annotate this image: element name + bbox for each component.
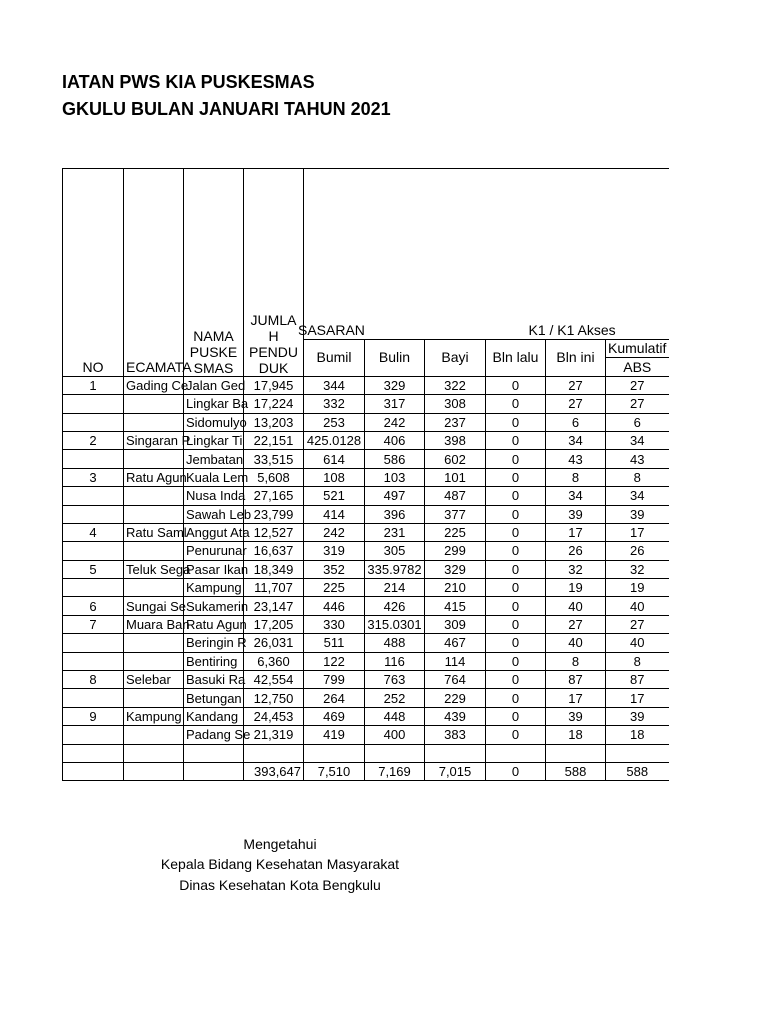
cell-puskesmas: Padang Se	[184, 726, 244, 744]
cell-kumulatif: 17	[606, 523, 669, 541]
cell-puskesmas: Beringin R	[184, 634, 244, 652]
cell-kumulatif: 40	[606, 597, 669, 615]
cell-kecamatan	[124, 634, 184, 652]
cell-jumlah-penduduk: 42,554	[244, 671, 304, 689]
cell-jumlah-penduduk: 16,637	[244, 542, 304, 560]
header-jumlah-penduduk: JUMLA H PENDU DUK	[244, 169, 304, 377]
cell-kumulatif: 39	[606, 707, 669, 725]
cell-kecamatan	[124, 652, 184, 670]
cell-puskesmas: Sukamerin	[184, 597, 244, 615]
cell-kecamatan	[124, 726, 184, 744]
cell-kecamatan: Singaran P	[124, 431, 184, 449]
cell-puskesmas: Bentiring	[184, 652, 244, 670]
cell-puskesmas: Kandang	[184, 707, 244, 725]
cell-bln-lalu: 0	[486, 652, 546, 670]
header-sasaran-fill	[425, 169, 486, 340]
total-kumulatif: 588	[606, 762, 669, 780]
cell-jumlah-penduduk: 6,360	[244, 652, 304, 670]
cell-bulin: 335.9782	[365, 560, 425, 578]
cell-bulin: 497	[365, 487, 425, 505]
cell-kumulatif: 6	[606, 413, 669, 431]
cell-bumil: 319	[304, 542, 365, 560]
cell-bayi: 383	[425, 726, 486, 744]
cell-kecamatan: Ratu Agun	[124, 468, 184, 486]
cell-bln-lalu: 0	[486, 707, 546, 725]
cell-bumil: 521	[304, 487, 365, 505]
cell-no	[63, 395, 124, 413]
report-title-line1: IATAN PWS KIA PUSKESMAS	[62, 72, 315, 92]
table-row	[63, 597, 669, 615]
cell-kumulatif: 34	[606, 487, 669, 505]
cell-bln-lalu: 0	[486, 487, 546, 505]
header-row-main	[63, 169, 669, 340]
cell-jumlah-penduduk: 23,799	[244, 505, 304, 523]
cell-no	[63, 652, 124, 670]
cell-bln-ini: 18	[546, 726, 606, 744]
cell-bumil: 344	[304, 376, 365, 394]
cell-jumlah-penduduk: 27,165	[244, 487, 304, 505]
table-row	[63, 376, 669, 394]
cell-bulin: 426	[365, 597, 425, 615]
total-blank-cell	[184, 762, 244, 780]
cell-puskesmas: Sawah Leb	[184, 505, 244, 523]
cell-kecamatan	[124, 450, 184, 468]
cell-puskesmas	[184, 744, 244, 762]
cell-bln-ini: 17	[546, 523, 606, 541]
cell-bumil: 469	[304, 707, 365, 725]
cell-no	[63, 542, 124, 560]
total-row	[63, 762, 669, 780]
cell-puskesmas: Jalan Ged	[184, 376, 244, 394]
cell-bln-lalu: 0	[486, 579, 546, 597]
total-bayi: 7,015	[425, 762, 486, 780]
total-blank-cell	[63, 762, 124, 780]
cell-bayi: 210	[425, 579, 486, 597]
cell-bulin: 214	[365, 579, 425, 597]
cell-bln-lalu: 0	[486, 450, 546, 468]
cell-no	[63, 505, 124, 523]
table-row	[63, 413, 669, 431]
cell-kecamatan: Gading Ce	[124, 376, 184, 394]
cell-jumlah-penduduk: 12,750	[244, 689, 304, 707]
cell-bumil: 446	[304, 597, 365, 615]
cell-bln-ini: 27	[546, 615, 606, 633]
cell-bln-lalu: 0	[486, 597, 546, 615]
cell-kecamatan	[124, 413, 184, 431]
cell-puskesmas: Penurunar	[184, 542, 244, 560]
cell-no: 9	[63, 707, 124, 725]
cell-bayi: 308	[425, 395, 486, 413]
cell-no	[63, 726, 124, 744]
header-bln-lalu: Bln lalu	[486, 340, 546, 377]
cell-bulin: 400	[365, 726, 425, 744]
cell-bln-lalu: 0	[486, 413, 546, 431]
cell-bln-ini: 8	[546, 468, 606, 486]
cell-kumulatif: 87	[606, 671, 669, 689]
cell-bumil: 352	[304, 560, 365, 578]
table-row	[63, 450, 669, 468]
cell-bayi: 487	[425, 487, 486, 505]
cell-bln-lalu: 0	[486, 560, 546, 578]
cell-no: 2	[63, 431, 124, 449]
cell-kumulatif: 27	[606, 376, 669, 394]
cell-bumil: 225	[304, 579, 365, 597]
cell-no: 6	[63, 597, 124, 615]
cell-no: 1	[63, 376, 124, 394]
cell-bayi: 764	[425, 671, 486, 689]
cell-puskesmas: Lingkar Ti	[184, 431, 244, 449]
cell-kecamatan: Ratu Saml	[124, 523, 184, 541]
cell-bumil: 122	[304, 652, 365, 670]
cell-bulin: 231	[365, 523, 425, 541]
cell-puskesmas: Lingkar Ba	[184, 395, 244, 413]
cell-kecamatan: Kampung	[124, 707, 184, 725]
table-row	[63, 689, 669, 707]
cell-bumil: 614	[304, 450, 365, 468]
cell-no: 3	[63, 468, 124, 486]
cell-bulin: 252	[365, 689, 425, 707]
cell-bayi: 237	[425, 413, 486, 431]
cell-bulin: 315.0301	[365, 615, 425, 633]
cell-bln-lalu: 0	[486, 634, 546, 652]
signature-line2: Kepala Bidang Kesehatan Masyarakat	[160, 856, 400, 872]
cell-bln-lalu: 0	[486, 395, 546, 413]
cell-bayi	[425, 744, 486, 762]
cell-no	[63, 450, 124, 468]
table-row	[63, 579, 669, 597]
cell-bulin: 116	[365, 652, 425, 670]
cell-bln-lalu: 0	[486, 671, 546, 689]
header-kumulatif: Kumulatif	[606, 340, 669, 358]
table-row	[63, 634, 669, 652]
cell-no: 8	[63, 671, 124, 689]
cell-no: 7	[63, 615, 124, 633]
header-bumil: Bumil	[304, 340, 365, 377]
cell-bayi: 114	[425, 652, 486, 670]
table-row	[63, 671, 669, 689]
cell-kecamatan	[124, 579, 184, 597]
table-row	[63, 615, 669, 633]
header-bln-ini: Bln ini	[546, 340, 606, 377]
cell-kumulatif: 8	[606, 468, 669, 486]
cell-bulin: 103	[365, 468, 425, 486]
cell-kumulatif: 34	[606, 431, 669, 449]
cell-bln-ini: 6	[546, 413, 606, 431]
cell-bumil: 108	[304, 468, 365, 486]
cell-jumlah-penduduk: 13,203	[244, 413, 304, 431]
cell-jumlah-penduduk: 17,945	[244, 376, 304, 394]
cell-no	[63, 487, 124, 505]
cell-puskesmas: Nusa Inda	[184, 487, 244, 505]
signature-line1: Mengetahui	[243, 836, 317, 852]
signature-line3: Dinas Kesehatan Kota Bengkulu	[179, 877, 381, 893]
cell-kecamatan: Sungai Se	[124, 597, 184, 615]
cell-puskesmas: Anggut Ata	[184, 523, 244, 541]
table-row	[63, 652, 669, 670]
cell-jumlah-penduduk: 23,147	[244, 597, 304, 615]
cell-bln-ini: 39	[546, 707, 606, 725]
header-k1-akses: K1 / K1 Akses	[486, 169, 669, 340]
cell-kecamatan	[124, 395, 184, 413]
cell-puskesmas: Basuki Ra	[184, 671, 244, 689]
cell-bumil: 264	[304, 689, 365, 707]
table-row	[63, 726, 669, 744]
cell-no	[63, 634, 124, 652]
cell-kecamatan	[124, 744, 184, 762]
cell-bulin: 406	[365, 431, 425, 449]
cell-bln-ini: 27	[546, 395, 606, 413]
cell-jumlah-penduduk: 17,224	[244, 395, 304, 413]
cell-bayi: 322	[425, 376, 486, 394]
total-bln-ini: 588	[546, 762, 606, 780]
cell-bumil: 799	[304, 671, 365, 689]
cell-bumil: 414	[304, 505, 365, 523]
cell-jumlah-penduduk: 17,205	[244, 615, 304, 633]
cell-bayi: 602	[425, 450, 486, 468]
cell-kecamatan: Selebar	[124, 671, 184, 689]
cell-kumulatif: 27	[606, 615, 669, 633]
cell-bulin: 763	[365, 671, 425, 689]
total-bulin: 7,169	[365, 762, 425, 780]
cell-kumulatif: 39	[606, 505, 669, 523]
cell-bumil	[304, 744, 365, 762]
cell-kecamatan	[124, 505, 184, 523]
cell-bumil: 332	[304, 395, 365, 413]
cell-kumulatif: 19	[606, 579, 669, 597]
cell-kecamatan	[124, 542, 184, 560]
table-row	[63, 707, 669, 725]
cell-kumulatif	[606, 744, 669, 762]
header-kecamatan: ECAMATA	[124, 169, 184, 377]
cell-bayi: 415	[425, 597, 486, 615]
header-bulin: Bulin	[365, 340, 425, 377]
cell-puskesmas: Pasar Ikan	[184, 560, 244, 578]
cell-puskesmas: Kampung	[184, 579, 244, 597]
cell-bayi: 229	[425, 689, 486, 707]
header-sasaran-fill	[365, 169, 425, 340]
cell-bln-ini: 27	[546, 376, 606, 394]
total-blank-cell	[124, 762, 184, 780]
cell-bayi: 467	[425, 634, 486, 652]
cell-bumil: 330	[304, 615, 365, 633]
cell-jumlah-penduduk: 24,453	[244, 707, 304, 725]
cell-no	[63, 579, 124, 597]
cell-bulin: 488	[365, 634, 425, 652]
cell-bulin: 329	[365, 376, 425, 394]
cell-jumlah-penduduk	[244, 744, 304, 762]
cell-bulin: 242	[365, 413, 425, 431]
cell-puskesmas: Kuala Lem	[184, 468, 244, 486]
cell-kecamatan	[124, 689, 184, 707]
cell-jumlah-penduduk: 5,608	[244, 468, 304, 486]
cell-bulin: 396	[365, 505, 425, 523]
cell-kecamatan	[124, 487, 184, 505]
cell-bln-ini: 87	[546, 671, 606, 689]
cell-bulin: 448	[365, 707, 425, 725]
cell-bln-ini: 34	[546, 487, 606, 505]
cell-kumulatif: 40	[606, 634, 669, 652]
table-row	[63, 468, 669, 486]
cell-bln-lalu: 0	[486, 542, 546, 560]
cell-bayi: 377	[425, 505, 486, 523]
cell-jumlah-penduduk: 22,151	[244, 431, 304, 449]
cell-jumlah-penduduk: 33,515	[244, 450, 304, 468]
table-row	[63, 395, 669, 413]
cell-puskesmas: Jembatan	[184, 450, 244, 468]
cell-bln-lalu: 0	[486, 726, 546, 744]
cell-bln-ini: 26	[546, 542, 606, 560]
table-row	[63, 487, 669, 505]
cell-jumlah-penduduk: 18,349	[244, 560, 304, 578]
cell-bln-ini: 40	[546, 634, 606, 652]
cell-bln-lalu: 0	[486, 615, 546, 633]
header-sasaran: SASARAN	[304, 169, 365, 340]
cell-bln-ini	[546, 744, 606, 762]
header-nama-puskesmas: NAMA PUSKE SMAS	[184, 169, 244, 377]
cell-kumulatif: 18	[606, 726, 669, 744]
cell-kecamatan: Muara Ban	[124, 615, 184, 633]
table-row	[63, 560, 669, 578]
cell-bayi: 299	[425, 542, 486, 560]
cell-bayi: 225	[425, 523, 486, 541]
cell-bln-lalu: 0	[486, 468, 546, 486]
cell-jumlah-penduduk: 11,707	[244, 579, 304, 597]
cell-jumlah-penduduk: 21,319	[244, 726, 304, 744]
total-bln-lalu: 0	[486, 762, 546, 780]
cell-jumlah-penduduk: 12,527	[244, 523, 304, 541]
cell-bln-ini: 34	[546, 431, 606, 449]
table-row	[63, 744, 669, 762]
cell-no	[63, 744, 124, 762]
cell-kumulatif: 26	[606, 542, 669, 560]
cell-bayi: 398	[425, 431, 486, 449]
cell-kecamatan: Teluk Sega	[124, 560, 184, 578]
cell-no	[63, 413, 124, 431]
cell-bumil: 425.0128	[304, 431, 365, 449]
header-no: NO	[63, 169, 124, 377]
cell-bayi: 329	[425, 560, 486, 578]
report-title-line2: GKULU BULAN JANUARI TAHUN 2021	[62, 99, 391, 119]
cell-bln-lalu: 0	[486, 505, 546, 523]
cell-bayi: 309	[425, 615, 486, 633]
cell-no	[63, 689, 124, 707]
cell-bln-lalu: 0	[486, 376, 546, 394]
cell-bulin: 317	[365, 395, 425, 413]
cell-bln-ini: 8	[546, 652, 606, 670]
table-row	[63, 542, 669, 560]
cell-puskesmas: Betungan	[184, 689, 244, 707]
total-bumil: 7,510	[304, 762, 365, 780]
total-jumlah-penduduk: 393,647	[244, 762, 304, 780]
cell-bayi: 101	[425, 468, 486, 486]
table-row	[63, 505, 669, 523]
cell-puskesmas: Sidomulyo	[184, 413, 244, 431]
table-row	[63, 523, 669, 541]
cell-bulin: 586	[365, 450, 425, 468]
table-row	[63, 431, 669, 449]
cell-bln-ini: 40	[546, 597, 606, 615]
cell-bln-lalu: 0	[486, 431, 546, 449]
cell-kumulatif: 27	[606, 395, 669, 413]
cell-bln-ini: 39	[546, 505, 606, 523]
cell-bulin	[365, 744, 425, 762]
cell-bln-ini: 17	[546, 689, 606, 707]
cell-kumulatif: 43	[606, 450, 669, 468]
header-bayi: Bayi	[425, 340, 486, 377]
cell-puskesmas: Ratu Agun	[184, 615, 244, 633]
cell-bulin: 305	[365, 542, 425, 560]
cell-bumil: 419	[304, 726, 365, 744]
cell-jumlah-penduduk: 26,031	[244, 634, 304, 652]
cell-bayi: 439	[425, 707, 486, 725]
cell-bumil: 253	[304, 413, 365, 431]
cell-bumil: 242	[304, 523, 365, 541]
cell-kumulatif: 17	[606, 689, 669, 707]
cell-bln-ini: 19	[546, 579, 606, 597]
cell-bln-ini: 32	[546, 560, 606, 578]
cell-bln-lalu	[486, 744, 546, 762]
header-abs: ABS	[606, 358, 669, 376]
cell-kumulatif: 8	[606, 652, 669, 670]
cell-bumil: 511	[304, 634, 365, 652]
cell-bln-lalu: 0	[486, 689, 546, 707]
cell-no: 4	[63, 523, 124, 541]
cell-bln-ini: 43	[546, 450, 606, 468]
cell-kumulatif: 32	[606, 560, 669, 578]
cell-bln-lalu: 0	[486, 523, 546, 541]
pws-kia-table	[62, 168, 669, 781]
cell-no: 5	[63, 560, 124, 578]
